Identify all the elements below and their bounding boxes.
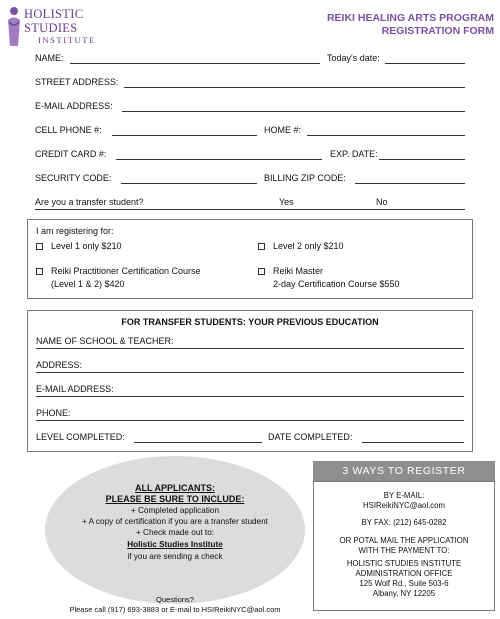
transfer-email-line[interactable] — [36, 396, 464, 397]
applicants-item-1: + Completed application — [130, 506, 220, 515]
transfer-email-label: E-MAIL ADDRESS: — [36, 384, 114, 394]
todays-date-label: Today's date: — [327, 53, 380, 63]
level-completed-label: LEVEL COMPLETED: — [36, 432, 125, 442]
cell-label: CELL PHONE #: — [35, 125, 102, 135]
master-option-detail: 2-day Certification Course $550 — [273, 279, 400, 289]
practitioner-option-detail: (Level 1 & 2) $420 — [51, 279, 125, 289]
transfer-heading: FOR TRANSFER STUDENTS: YOUR PREVIOUS EDUCATION — [121, 317, 379, 327]
date-completed-label: DATE COMPLETED: — [268, 432, 353, 442]
todays-date-line[interactable] — [385, 63, 465, 64]
exp-label: EXP. DATE: — [330, 149, 378, 159]
transfer-yes[interactable]: Yes — [279, 197, 294, 207]
zip-line[interactable] — [355, 183, 465, 184]
logo-figure-icon — [6, 6, 22, 48]
applicants-heading: ALL APPLICANTS: — [135, 483, 215, 493]
level2-checkbox[interactable] — [258, 243, 265, 250]
applicants-item-2: + A copy of certification if you are a transfer student — [82, 517, 268, 526]
zip-label: BILLING ZIP CODE: — [264, 173, 346, 183]
credit-label: CREDIT CARD #: — [35, 149, 107, 159]
school-line[interactable] — [36, 348, 464, 349]
applicants-item-3: + Check made out to: — [135, 528, 215, 537]
transfer-address-line[interactable] — [36, 372, 464, 373]
ways-email-label: BY E-MAIL: — [383, 491, 425, 500]
cell-line[interactable] — [112, 135, 257, 136]
email-label: E-MAIL ADDRESS: — [35, 101, 113, 111]
ways-email-value[interactable]: HSIReikiNYC@aol.com — [362, 501, 445, 510]
footer-questions: Questions? — [156, 595, 194, 604]
ways-address-2: ADMINISTRATION OFFICE — [355, 569, 453, 578]
master-checkbox[interactable] — [258, 268, 265, 275]
home-label: HOME #: — [264, 125, 302, 135]
level2-option: Level 2 only $210 — [273, 241, 344, 251]
level1-checkbox[interactable] — [36, 243, 43, 250]
master-option: Reiki Master — [273, 266, 324, 276]
transfer-address-label: ADDRESS: — [36, 360, 83, 370]
ways-address-4: Albany, NY 12205 — [372, 589, 436, 598]
date-completed-line[interactable] — [362, 442, 464, 443]
title-line1: REIKI HEALING ARTS PROGRAM — [326, 12, 494, 24]
exp-line[interactable] — [379, 159, 465, 160]
logo — [24, 8, 96, 45]
street-line[interactable] — [124, 87, 465, 88]
school-label: NAME OF SCHOOL & TEACHER: — [36, 336, 174, 346]
registering-label: I am registering for: — [36, 226, 114, 236]
ways-address-3: 125 Wolf Rd., Suite 503-6 — [359, 579, 449, 588]
ways-address-1: HOLISTIC STUDIES INSTITUTE — [346, 559, 462, 568]
practitioner-option: Reiki Practitioner Certification Course — [51, 266, 201, 276]
email-line[interactable] — [122, 111, 465, 112]
ways-box — [313, 481, 495, 611]
transfer-no[interactable]: No — [376, 197, 388, 207]
level1-option: Level 1 only $210 — [51, 241, 122, 251]
name-label: NAME: — [35, 53, 64, 63]
applicants-item-5: if you are sending a check — [127, 552, 223, 561]
home-line[interactable] — [307, 135, 465, 136]
title-line2: REGISTRATION FORM — [381, 25, 494, 37]
name-line[interactable] — [70, 63, 320, 64]
logo-line3: INSTITUTE — [38, 35, 96, 45]
footer-contact: Please call (917) 693-3883 or E-mail to HSIReikiNYC@aol.com — [69, 605, 281, 614]
level-completed-line[interactable] — [134, 442, 262, 443]
transfer-line — [35, 209, 465, 210]
applicants-subheading: PLEASE BE SURE TO INCLUDE: — [105, 494, 245, 504]
street-label: STREET ADDRESS: — [35, 77, 119, 87]
practitioner-checkbox[interactable] — [36, 268, 43, 275]
logo-line2: STUDIES — [24, 20, 78, 35]
ways-header: 3 WAYS TO REGISTER — [313, 461, 495, 481]
footer — [40, 595, 310, 615]
applicants-callout — [45, 456, 305, 604]
transfer-phone-label: PHONE: — [36, 408, 71, 418]
transfer-phone-line[interactable] — [36, 420, 464, 421]
ways-mail-line1: OR POTAL MAIL THE APPLICATION — [339, 536, 469, 545]
transfer-box — [27, 310, 473, 452]
security-line[interactable] — [121, 183, 257, 184]
ways-fax: BY FAX: (212) 645-0282 — [361, 518, 447, 527]
credit-line[interactable] — [116, 159, 322, 160]
applicants-payee: Holistic Studies Institute — [127, 540, 223, 549]
form-title — [327, 12, 494, 38]
ways-mail-line2: WITH THE PAYMENT TO: — [358, 546, 450, 555]
security-label: SECURITY CODE: — [35, 173, 112, 183]
transfer-question: Are you a transfer student? — [35, 197, 144, 207]
logo-line1: HOLISTIC — [24, 7, 84, 21]
